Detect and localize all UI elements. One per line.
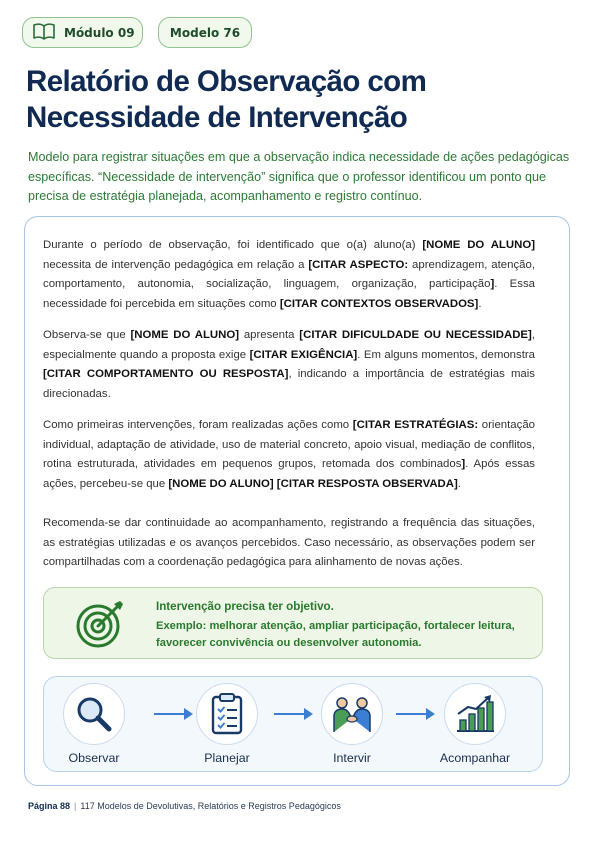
process-flow: [43, 676, 543, 772]
body-text-run: Observa-se que: [43, 329, 131, 341]
body-text-run: aprendizagem, atenção, comportamento, autonomia, socialização, linguagem, organização, participação: [43, 258, 535, 290]
body-text-run: Recomenda-se dar continuidade ao acompanhamento, registrando a frequência das situações, as estratégias utilizadas e os avanços percebidos. Caso necessário, as observações podem ser compartilhadas com a coordenação pedagógica para alinhamento de novas ações.: [43, 517, 535, 568]
book-icon: [32, 22, 56, 43]
model-label: Modelo 76: [169, 25, 241, 40]
placeholder-text: [NOME DO ALUNO]: [130, 329, 240, 341]
paragraph-3: [43, 416, 535, 494]
body-text-run: apresenta: [239, 329, 300, 341]
placeholder-text: [CITAR CONTEXTOS OBSERVADOS]: [279, 297, 479, 310]
step-intervir: [302, 683, 402, 769]
placeholder-text: [CITAR ASPECTO:: [308, 258, 409, 271]
placeholder-text: [CITAR EXIGÊNCIA]: [249, 348, 358, 361]
page-footer: [28, 801, 341, 811]
paragraph-2: [43, 326, 535, 404]
placeholder-text: [CITAR DIFICULDADE OU NECESSIDADE]: [299, 329, 532, 341]
body-text-run: Durante o período de observação, foi identificado que o(a) aluno(a): [43, 239, 423, 251]
body-text-run: necessita de intervenção pedagógica em relação a: [43, 258, 309, 271]
growth-chart-icon: [444, 683, 506, 745]
magnifier-icon: [63, 683, 125, 745]
module-badge: [22, 17, 143, 48]
tip-text: Exemplo: melhorar atenção, ampliar participação, fortalecer leitura, favorecer convivência ou desenvolver autonomia.: [156, 620, 515, 649]
body-text-run: . Após essas ações, percebeu-se que: [43, 458, 535, 490]
body-text-run: , indicando a importância de estratégias mais direcionadas.: [43, 368, 535, 400]
placeholder-text: ]: [490, 278, 495, 290]
body-text-run: .: [457, 477, 461, 490]
placeholder-text: [CITAR COMPORTAMENTO OU RESPOSTA]: [43, 368, 289, 380]
body-text-run: Como primeiras intervenções, foram realizadas ações como: [43, 419, 353, 431]
step-label: Planejar: [204, 751, 250, 765]
paragraph-1: [43, 236, 535, 314]
step-acompanhar: [425, 683, 525, 769]
body-text-run: orientação individual, adaptação de atividade, uso de material concreto, apoio visual, mediação de conflitos, rotina estruturada, atividades em pequenos grupos, retomada dos combinados: [43, 419, 535, 470]
body-text-run: . Em alguns momentos, demonstra: [357, 348, 535, 361]
body-text-run: , especialmente quando a proposta exige: [43, 329, 535, 361]
handshake-icon: [321, 683, 383, 745]
target-icon: [74, 598, 126, 650]
step-observar: [44, 683, 144, 769]
tip-title: Intervenção precisa ter objetivo.: [156, 600, 334, 613]
footer-divider: |: [74, 801, 77, 811]
body-text-run: .: [478, 297, 482, 310]
model-badge: [158, 17, 252, 48]
paragraph-4: [43, 514, 535, 573]
placeholder-text: [NOME DO ALUNO] [CITAR RESPOSTA OBSERVADA]: [168, 477, 458, 490]
placeholder-text: ]: [461, 458, 466, 470]
step-planejar: [177, 683, 277, 769]
page-subtitle: Modelo para registrar situações em que a observação indica necessidade de ações pedagógicas específicas. “Necessidade de intervenção” significa que o professor identificou um ponto que precisa de estratégia planejada, acompanhamento e registro contínuo.: [28, 150, 570, 203]
page-title: Relatório de Observação com Necessidade de Intervenção: [26, 65, 427, 134]
module-label: Módulo 09: [64, 25, 135, 40]
tip-box: [43, 587, 543, 659]
clipboard-checklist-icon: [196, 683, 258, 745]
step-label: Observar: [68, 751, 120, 765]
placeholder-text: [NOME DO ALUNO]: [422, 239, 535, 251]
step-label: Intervir: [333, 751, 371, 765]
book-title: 117 Modelos de Devolutivas, Relatórios e Registros Pedagógicos: [80, 801, 341, 811]
page-number: Página 88: [28, 801, 71, 811]
step-label: Acompanhar: [439, 751, 511, 765]
placeholder-text: [CITAR ESTRATÉGIAS:: [352, 419, 479, 431]
body-text-run: . Essa necessidade foi percebida em situações como: [43, 278, 535, 310]
